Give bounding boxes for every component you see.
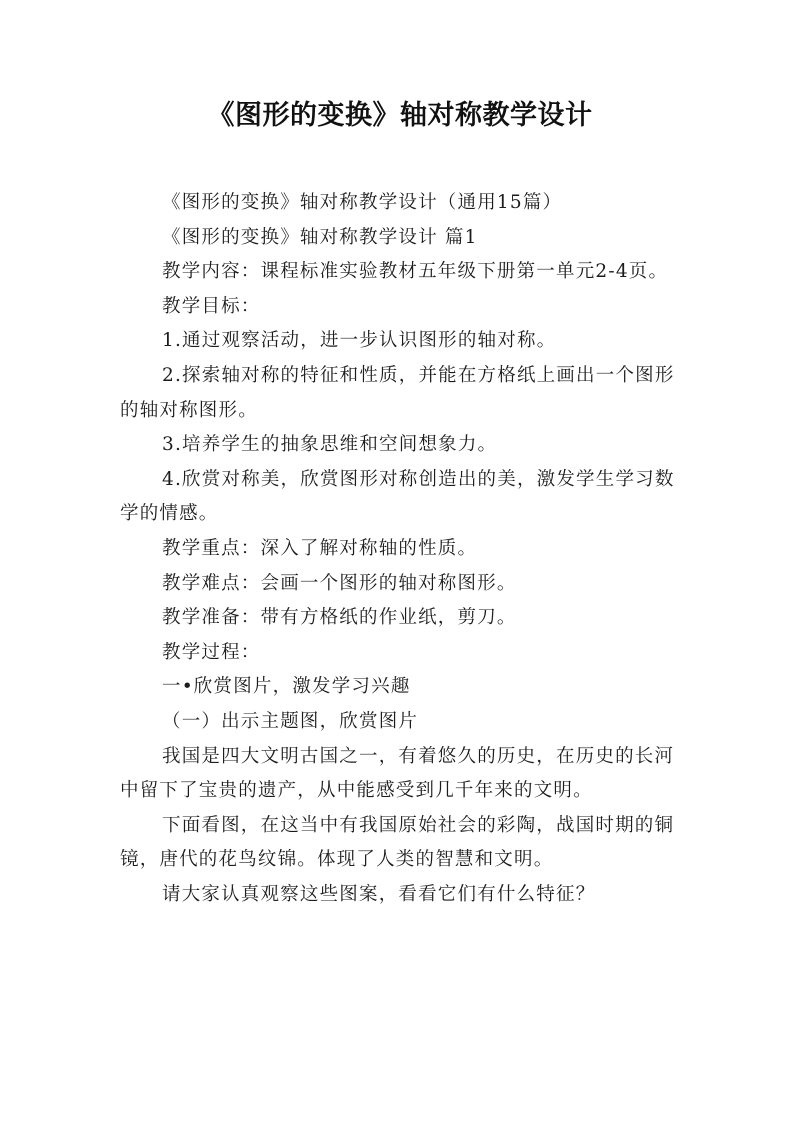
paragraph-subtitle: 《图形的变换》轴对称教学设计（通用15篇）: [162, 192, 563, 213]
paragraph-goal-4: 4.欣赏对称美，欣赏图形对称创造出的美，激发学生学习数学的情感。: [120, 468, 675, 525]
paragraph-step-1-sub: （一）出示主题图，欣赏图片: [162, 710, 419, 732]
paragraph-question: 请大家认真观察这些图案，看看它们有什么特征？: [162, 883, 596, 905]
paragraph-key-point: 教学重点：深入了解对称轴的性质。: [162, 537, 478, 559]
paragraph-step-1: 一•欣赏图片，激发学习兴趣: [162, 676, 411, 698]
paragraph-history: 我国是四大文明古国之一，有着悠久的历史，在历史的长河中留下了宝贵的遗产，从中能感受到几千年来的文明。: [120, 745, 675, 802]
paragraph-images: 下面看图，在这当中有我国原始社会的彩陶，战国时期的铜镜，唐代的花鸟纹锦。体现了人类的智慧和文明。: [120, 814, 675, 871]
document-title: 《图形的变换》轴对称教学设计: [207, 100, 593, 131]
paragraph-goal-3: 3.培养学生的抽象思维和空间想象力。: [162, 434, 498, 456]
paragraph-preparation: 教学准备：带有方格纸的作业纸，剪刀。: [162, 607, 517, 629]
document-body: [120, 186, 685, 912]
paragraph-goal-1: 1.通过观察活动，进一步认识图形的轴对称。: [162, 330, 557, 352]
paragraph-goal-2: 2.探索轴对称的特征和性质，并能在方格纸上画出一个图形的轴对称图形。: [120, 364, 675, 421]
paragraph-process-label: 教学过程：: [162, 641, 261, 663]
paragraph-section-heading: 《图形的变换》轴对称教学设计 篇1: [162, 226, 478, 248]
paragraph-difficult-point: 教学难点：会画一个图形的轴对称图形。: [162, 572, 517, 594]
paragraph-teaching-content: 教学内容：课程标准实验教材五年级下册第一单元2-4页。: [162, 261, 669, 283]
paragraph-teaching-goals-label: 教学目标：: [162, 295, 261, 317]
